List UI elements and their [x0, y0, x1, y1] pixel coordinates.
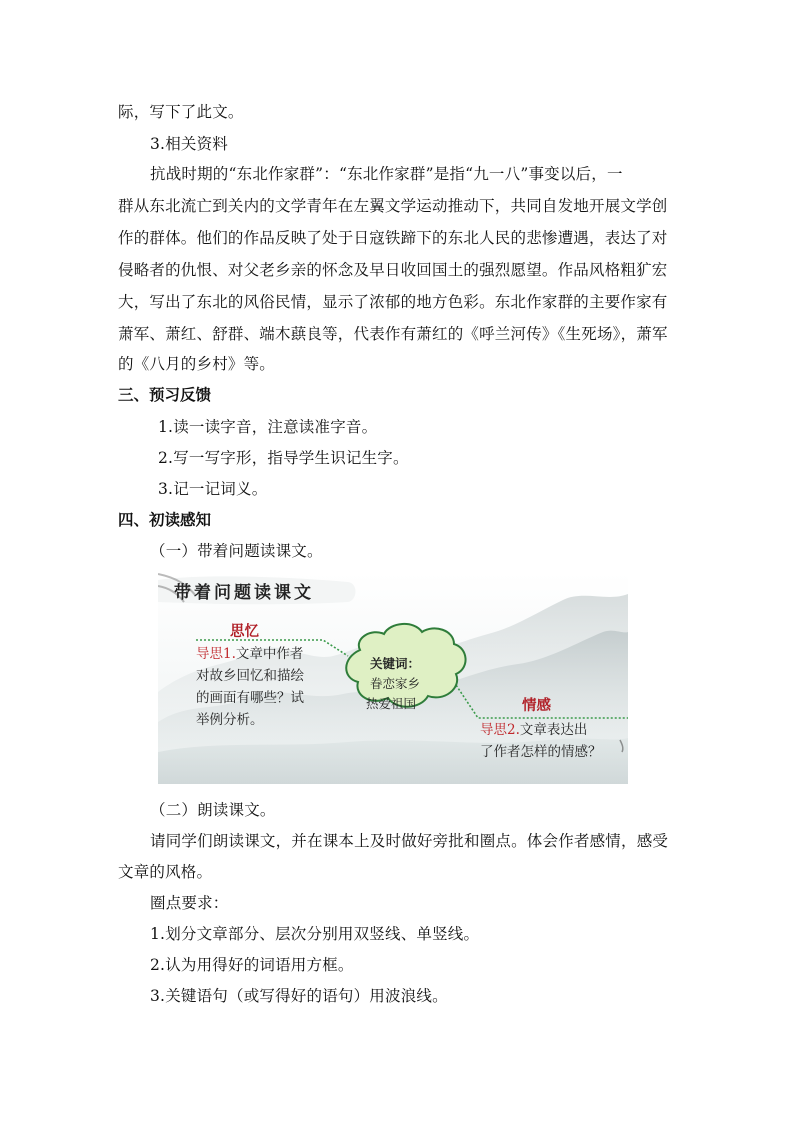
requirements-title: 圈点要求： — [150, 894, 229, 912]
paragraph-line: 萧军、萧红、舒群、端木蕻良等，代表作有萧红的《呼兰河传》《生死场》，萧军 — [118, 325, 668, 343]
paragraph-line: 作的群体。他们的作品反映了处于日寇铁蹄下的东北人民的悲惨遭遇，表达了对 — [118, 229, 668, 247]
guide-question-1-line: 举例分析。 — [196, 712, 264, 728]
list-item: 2.写一写字形，指导学生识记生字。 — [158, 449, 409, 467]
guide-question-2-label: 导思2. — [480, 722, 520, 738]
guide-question-1-line: 对故乡回忆和描绘 — [196, 668, 304, 684]
subsection-title: 3.相关资料 — [150, 135, 228, 153]
list-item: 1.划分文章部分、层次分别用双竖线、单竖线。 — [150, 925, 480, 943]
paragraph-line: 侵略者的仇恨、对父老乡亲的怀念及早日收回国土的强烈愿望。作品风格粗犷宏 — [118, 261, 668, 279]
section-heading: 三、预习反馈 — [118, 386, 212, 404]
figure-title: 带着问题读课文 — [174, 583, 314, 603]
keyword-item: 眷恋家乡 — [370, 676, 421, 691]
guide-question-2 — [480, 720, 587, 741]
list-item: 2.认为用得好的词语用方框。 — [150, 956, 354, 974]
list-item: 3.记一记词义。 — [158, 480, 268, 498]
mind-map-illustration — [158, 572, 628, 784]
paragraph-line: 际，写下了此文。 — [118, 103, 244, 121]
guide-question-2-text: 文章表达出 — [519, 722, 588, 738]
section-heading: 四、初读感知 — [118, 511, 212, 529]
keyword-item: 热爱祖国 — [366, 696, 417, 711]
guide-question-1-label: 导思1. — [196, 646, 236, 662]
list-item: 1.读一读字音，注意读准字音。 — [158, 418, 378, 436]
paragraph-line: 群从东北流亡到关内的文学青年在左翼文学运动推动下，共同自发地开展文学创 — [118, 197, 668, 215]
guide-question-2-line: 了作者怎样的情感？ — [480, 744, 602, 760]
guide-question-1-line: 的画面有哪些？试 — [196, 690, 304, 706]
paragraph-line: 的《八月的乡村》等。 — [118, 355, 276, 373]
topic-memory-label: 思忆 — [230, 624, 259, 640]
list-item: 3.关键语句（或写得好的语句）用波浪线。 — [150, 987, 448, 1005]
subsection-title: （一）带着问题读课文。 — [150, 542, 323, 560]
guide-question-1-text: 文章中作者 — [235, 646, 304, 662]
topic-emotion-label: 情感 — [522, 698, 551, 714]
paragraph-line: 请同学们朗读课文，并在课本上及时做好旁批和圈点。体会作者感情，感受 — [150, 832, 669, 850]
paragraph-line: 抗战时期的“东北作家群”：“东北作家群”是指“九一八”事变以后，一 — [150, 165, 623, 183]
paragraph-line: 大，写出了东北的风俗民情，显示了浓郁的地方色彩。东北作家群的主要作家有 — [118, 293, 668, 311]
keyword-label: 关键词： — [370, 656, 421, 671]
subsection-title: （二）朗读课文。 — [150, 801, 276, 819]
paragraph-line: 文章的风格。 — [118, 863, 213, 881]
guide-question-1 — [196, 644, 303, 665]
